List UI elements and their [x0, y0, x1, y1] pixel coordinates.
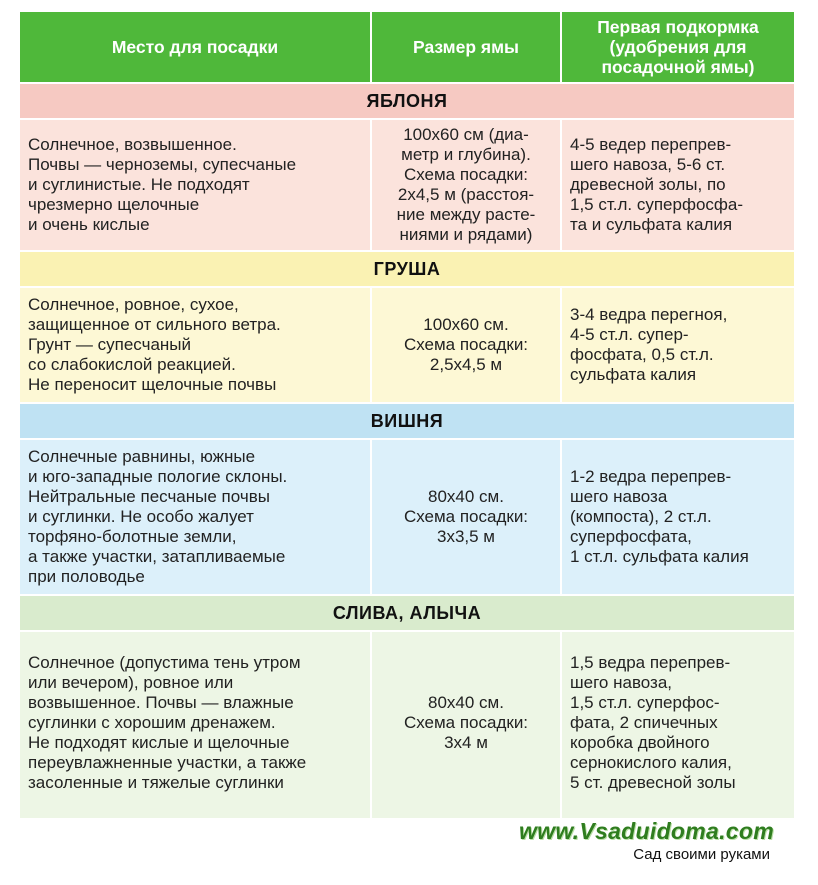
section-title-pear: ГРУША [20, 252, 794, 286]
cherry-pit: 80х40 см. Схема посадки: 3х3,5 м [372, 440, 560, 594]
plum-pit: 80х40 см. Схема посадки: 3х4 м [372, 632, 560, 818]
section-title-cherry: ВИШНЯ [20, 404, 794, 438]
apple-feeding: 4-5 ведер перепрев- шего навоза, 5-6 ст. древесной золы, по 1,5 ст.л. суперфосфа- та и сульфата калия [562, 120, 794, 250]
section-title-plum: СЛИВА, АЛЫЧА [20, 596, 794, 630]
header-pit-size: Размер ямы [372, 12, 560, 82]
section-title-apple: ЯБЛОНЯ [20, 84, 794, 118]
header-first-feeding: Первая подкормка (удобрения для посадочной ямы) [562, 12, 794, 82]
pear-pit: 100х60 см. Схема посадки: 2,5х4,5 м [372, 288, 560, 402]
cherry-feeding: 1-2 ведра перепрев- шего навоза (компоста), 2 ст.л. суперфосфата, 1 ст.л. сульфата калия [562, 440, 794, 594]
plum-feeding: 1,5 ведра перепрев- шего навоза, 1,5 ст.л. суперфос- фата, 2 спичечных коробка двойного сернокислого калия, 5 ст. древесной золы [562, 632, 794, 818]
header-place: Место для посадки [20, 12, 370, 82]
planting-table [20, 12, 794, 818]
site-tagline: Сад своими руками [633, 846, 770, 863]
cherry-place: Солнечные равнины, южные и юго-западные пологие склоны. Нейтральные песчаные почвы и суглинки. Не особо жалует торфяно-болотные земли, а также участки, затапливаемые при половодье [20, 440, 370, 594]
plum-place: Солнечное (допустима тень утром или вечером), ровное или возвышенное. Почвы — влажные суглинки с хорошим дренажем. Не подходят кислые и щелочные переувлажненные участки, а также засоленные и тяжелые суглинки [20, 632, 370, 818]
apple-pit: 100х60 см (диа- метр и глубина). Схема посадки: 2х4,5 м (расстоя- ние между расте- ниями и рядами) [372, 120, 560, 250]
pear-feeding: 3-4 ведра перегноя, 4-5 ст.л. супер- фосфата, 0,5 ст.л. сульфата калия [562, 288, 794, 402]
pear-place: Солнечное, ровное, сухое, защищенное от сильного ветра. Грунт — супесчаный со слабокислой реакцией. Не переносит щелочные почвы [20, 288, 370, 402]
site-url[interactable]: www.Vsaduidoma.com [518, 818, 774, 844]
apple-place: Солнечное, возвышенное. Почвы — черноземы, супесчаные и суглинистые. Не подходят чрезмерно щелочные и очень кислые [20, 120, 370, 250]
